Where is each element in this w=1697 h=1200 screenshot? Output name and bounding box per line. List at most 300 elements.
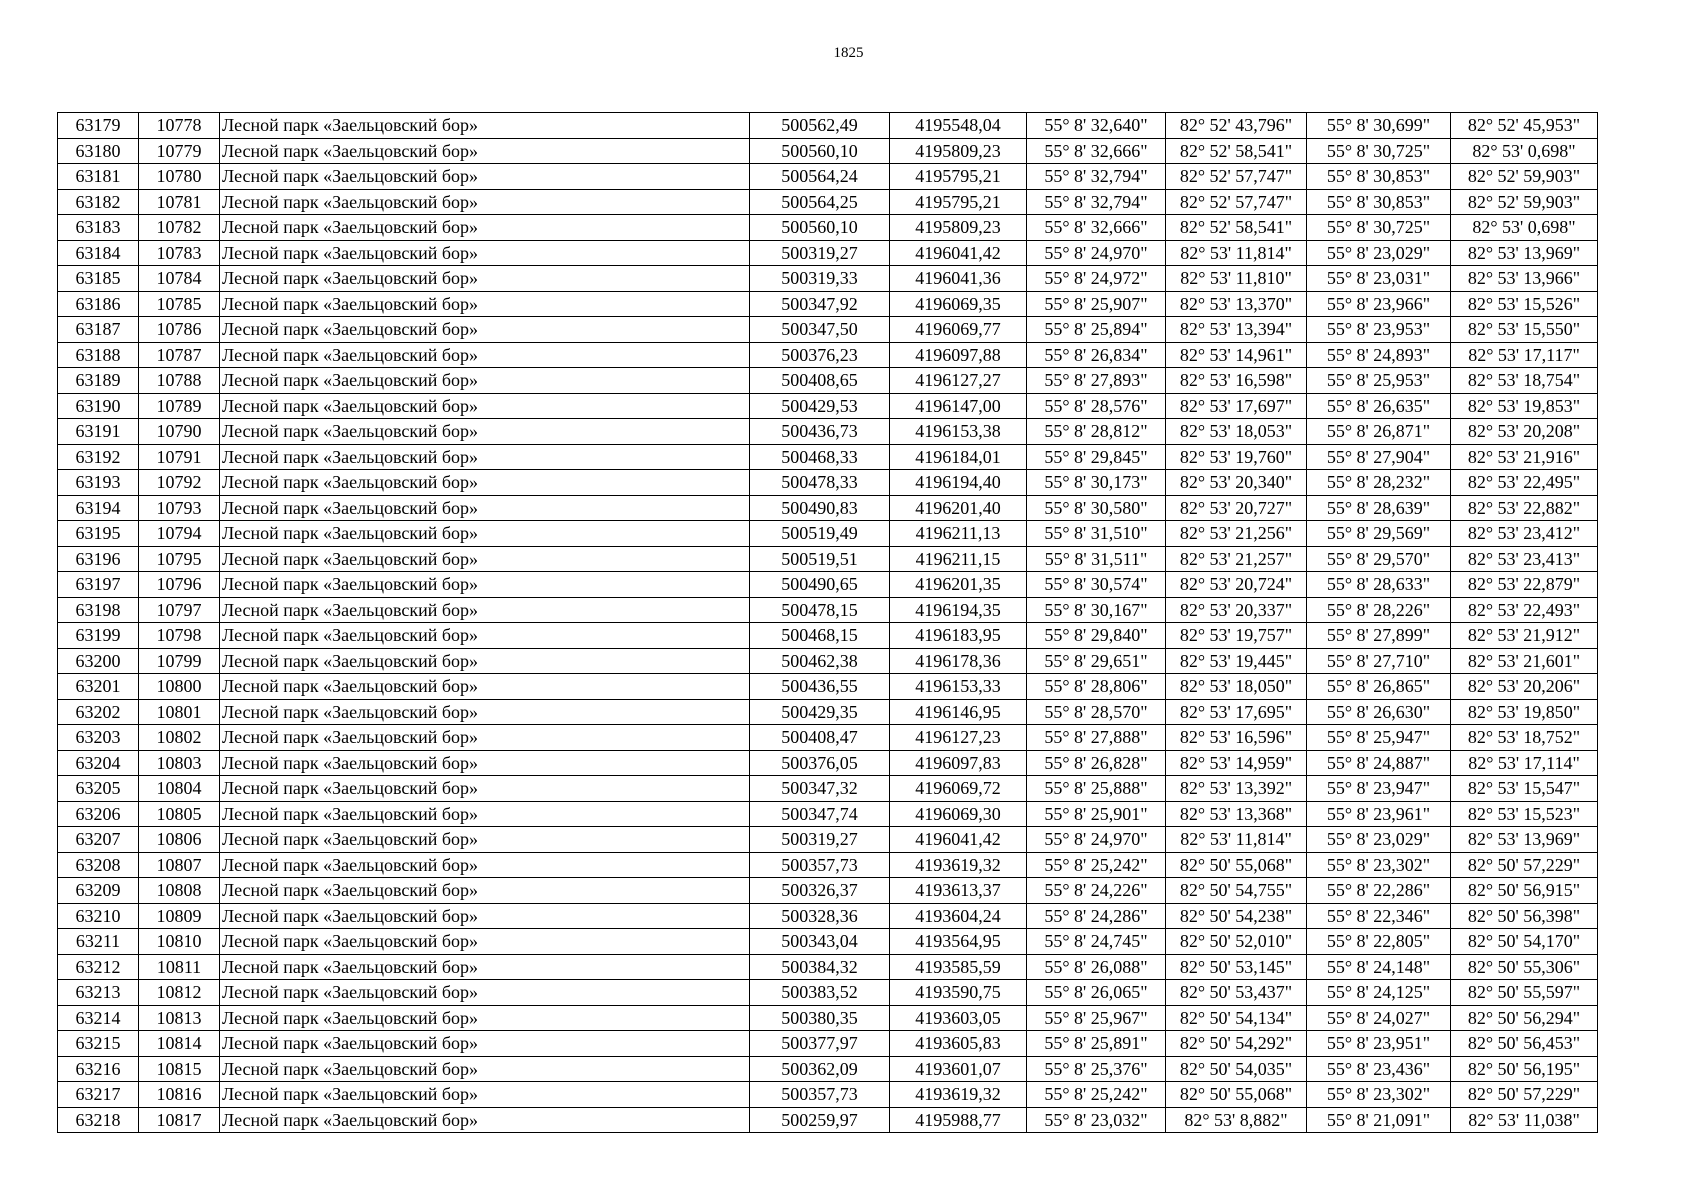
longitude-1-cell: 82° 53' 11,814" <box>1166 240 1307 266</box>
table-row <box>58 878 1598 904</box>
y-coordinate-cell: 4196041,36 <box>890 266 1027 292</box>
row-number-cell: 63192 <box>58 444 139 470</box>
x-coordinate-cell: 500564,24 <box>750 164 890 190</box>
longitude-1-cell: 82° 50' 53,145" <box>1166 954 1307 980</box>
row-number-cell: 63200 <box>58 648 139 674</box>
latitude-1-cell: 55° 8' 26,828" <box>1027 750 1166 776</box>
row-number-cell: 63206 <box>58 801 139 827</box>
point-number-cell: 10790 <box>139 419 220 445</box>
point-number-cell: 10781 <box>139 189 220 215</box>
longitude-1-cell: 82° 53' 19,445" <box>1166 648 1307 674</box>
row-number-cell: 63212 <box>58 954 139 980</box>
row-number-cell: 63189 <box>58 368 139 394</box>
y-coordinate-cell: 4193605,83 <box>890 1031 1027 1057</box>
latitude-2-cell: 55° 8' 26,635" <box>1307 393 1451 419</box>
latitude-1-cell: 55° 8' 32,640" <box>1027 113 1166 139</box>
object-name-cell: Лесной парк «Заельцовский бор» <box>220 291 750 317</box>
y-coordinate-cell: 4193590,75 <box>890 980 1027 1006</box>
object-name-cell: Лесной парк «Заельцовский бор» <box>220 572 750 598</box>
point-number-cell: 10788 <box>139 368 220 394</box>
table-row <box>58 674 1598 700</box>
x-coordinate-cell: 500408,65 <box>750 368 890 394</box>
table-row <box>58 699 1598 725</box>
point-number-cell: 10809 <box>139 903 220 929</box>
longitude-1-cell: 82° 53' 18,050" <box>1166 674 1307 700</box>
latitude-1-cell: 55° 8' 23,032" <box>1027 1107 1166 1133</box>
x-coordinate-cell: 500347,32 <box>750 776 890 802</box>
y-coordinate-cell: 4195809,23 <box>890 215 1027 241</box>
x-coordinate-cell: 500259,97 <box>750 1107 890 1133</box>
point-number-cell: 10779 <box>139 138 220 164</box>
latitude-2-cell: 55° 8' 22,805" <box>1307 929 1451 955</box>
latitude-2-cell: 55° 8' 25,947" <box>1307 725 1451 751</box>
longitude-1-cell: 82° 53' 20,340" <box>1166 470 1307 496</box>
y-coordinate-cell: 4193603,05 <box>890 1005 1027 1031</box>
y-coordinate-cell: 4196211,13 <box>890 521 1027 547</box>
point-number-cell: 10785 <box>139 291 220 317</box>
latitude-1-cell: 55° 8' 28,806" <box>1027 674 1166 700</box>
point-number-cell: 10800 <box>139 674 220 700</box>
point-number-cell: 10806 <box>139 827 220 853</box>
table-row <box>58 801 1598 827</box>
point-number-cell: 10801 <box>139 699 220 725</box>
point-number-cell: 10796 <box>139 572 220 598</box>
y-coordinate-cell: 4196201,40 <box>890 495 1027 521</box>
point-number-cell: 10794 <box>139 521 220 547</box>
object-name-cell: Лесной парк «Заельцовский бор» <box>220 878 750 904</box>
point-number-cell: 10792 <box>139 470 220 496</box>
object-name-cell: Лесной парк «Заельцовский бор» <box>220 138 750 164</box>
row-number-cell: 63186 <box>58 291 139 317</box>
x-coordinate-cell: 500357,73 <box>750 1082 890 1108</box>
row-number-cell: 63214 <box>58 1005 139 1031</box>
y-coordinate-cell: 4196069,77 <box>890 317 1027 343</box>
longitude-1-cell: 82° 52' 57,747" <box>1166 189 1307 215</box>
longitude-1-cell: 82° 53' 18,053" <box>1166 419 1307 445</box>
x-coordinate-cell: 500519,51 <box>750 546 890 572</box>
longitude-1-cell: 82° 53' 16,598" <box>1166 368 1307 394</box>
x-coordinate-cell: 500376,23 <box>750 342 890 368</box>
longitude-2-cell: 82° 53' 22,879" <box>1451 572 1598 598</box>
point-number-cell: 10807 <box>139 852 220 878</box>
row-number-cell: 63210 <box>58 903 139 929</box>
point-number-cell: 10784 <box>139 266 220 292</box>
latitude-1-cell: 55° 8' 26,834" <box>1027 342 1166 368</box>
latitude-2-cell: 55° 8' 26,871" <box>1307 419 1451 445</box>
latitude-1-cell: 55° 8' 29,840" <box>1027 623 1166 649</box>
point-number-cell: 10789 <box>139 393 220 419</box>
object-name-cell: Лесной парк «Заельцовский бор» <box>220 801 750 827</box>
latitude-2-cell: 55° 8' 24,148" <box>1307 954 1451 980</box>
object-name-cell: Лесной парк «Заельцовский бор» <box>220 215 750 241</box>
row-number-cell: 63211 <box>58 929 139 955</box>
longitude-2-cell: 82° 52' 59,903" <box>1451 189 1598 215</box>
point-number-cell: 10786 <box>139 317 220 343</box>
y-coordinate-cell: 4193604,24 <box>890 903 1027 929</box>
latitude-1-cell: 55° 8' 27,893" <box>1027 368 1166 394</box>
x-coordinate-cell: 500319,27 <box>750 827 890 853</box>
latitude-1-cell: 55° 8' 24,226" <box>1027 878 1166 904</box>
latitude-2-cell: 55° 8' 23,302" <box>1307 852 1451 878</box>
latitude-2-cell: 55° 8' 28,226" <box>1307 597 1451 623</box>
latitude-1-cell: 55° 8' 28,570" <box>1027 699 1166 725</box>
table-row <box>58 215 1598 241</box>
latitude-2-cell: 55° 8' 24,893" <box>1307 342 1451 368</box>
table-row <box>58 419 1598 445</box>
latitude-1-cell: 55° 8' 32,666" <box>1027 215 1166 241</box>
y-coordinate-cell: 4195548,04 <box>890 113 1027 139</box>
longitude-2-cell: 82° 53' 17,117" <box>1451 342 1598 368</box>
table-row <box>58 1082 1598 1108</box>
object-name-cell: Лесной парк «Заельцовский бор» <box>220 470 750 496</box>
point-number-cell: 10803 <box>139 750 220 776</box>
y-coordinate-cell: 4196097,83 <box>890 750 1027 776</box>
table-row <box>58 189 1598 215</box>
longitude-2-cell: 82° 53' 22,882" <box>1451 495 1598 521</box>
longitude-1-cell: 82° 53' 20,724" <box>1166 572 1307 598</box>
latitude-2-cell: 55° 8' 23,966" <box>1307 291 1451 317</box>
x-coordinate-cell: 500343,04 <box>750 929 890 955</box>
latitude-1-cell: 55° 8' 25,888" <box>1027 776 1166 802</box>
object-name-cell: Лесной парк «Заельцовский бор» <box>220 903 750 929</box>
y-coordinate-cell: 4196069,30 <box>890 801 1027 827</box>
x-coordinate-cell: 500468,33 <box>750 444 890 470</box>
point-number-cell: 10811 <box>139 954 220 980</box>
latitude-1-cell: 55° 8' 25,376" <box>1027 1056 1166 1082</box>
point-number-cell: 10813 <box>139 1005 220 1031</box>
x-coordinate-cell: 500319,27 <box>750 240 890 266</box>
y-coordinate-cell: 4196127,27 <box>890 368 1027 394</box>
latitude-2-cell: 55° 8' 28,639" <box>1307 495 1451 521</box>
x-coordinate-cell: 500462,38 <box>750 648 890 674</box>
longitude-1-cell: 82° 50' 54,755" <box>1166 878 1307 904</box>
x-coordinate-cell: 500490,83 <box>750 495 890 521</box>
longitude-1-cell: 82° 53' 19,760" <box>1166 444 1307 470</box>
latitude-2-cell: 55° 8' 23,302" <box>1307 1082 1451 1108</box>
table-row <box>58 929 1598 955</box>
longitude-1-cell: 82° 53' 14,959" <box>1166 750 1307 776</box>
y-coordinate-cell: 4193619,32 <box>890 852 1027 878</box>
object-name-cell: Лесной парк «Заельцовский бор» <box>220 266 750 292</box>
longitude-2-cell: 82° 53' 13,969" <box>1451 827 1598 853</box>
object-name-cell: Лесной парк «Заельцовский бор» <box>220 546 750 572</box>
row-number-cell: 63218 <box>58 1107 139 1133</box>
row-number-cell: 63181 <box>58 164 139 190</box>
latitude-1-cell: 55° 8' 24,745" <box>1027 929 1166 955</box>
longitude-1-cell: 82° 50' 53,437" <box>1166 980 1307 1006</box>
row-number-cell: 63209 <box>58 878 139 904</box>
row-number-cell: 63203 <box>58 725 139 751</box>
x-coordinate-cell: 500429,53 <box>750 393 890 419</box>
x-coordinate-cell: 500478,15 <box>750 597 890 623</box>
object-name-cell: Лесной парк «Заельцовский бор» <box>220 827 750 853</box>
latitude-2-cell: 55° 8' 26,630" <box>1307 699 1451 725</box>
object-name-cell: Лесной парк «Заельцовский бор» <box>220 1107 750 1133</box>
object-name-cell: Лесной парк «Заельцовский бор» <box>220 164 750 190</box>
latitude-1-cell: 55° 8' 25,242" <box>1027 1082 1166 1108</box>
latitude-2-cell: 55° 8' 23,953" <box>1307 317 1451 343</box>
table-row <box>58 1056 1598 1082</box>
latitude-1-cell: 55° 8' 24,970" <box>1027 827 1166 853</box>
table-row <box>58 597 1598 623</box>
point-number-cell: 10793 <box>139 495 220 521</box>
longitude-1-cell: 82° 53' 8,882" <box>1166 1107 1307 1133</box>
longitude-1-cell: 82° 53' 11,810" <box>1166 266 1307 292</box>
x-coordinate-cell: 500376,05 <box>750 750 890 776</box>
object-name-cell: Лесной парк «Заельцовский бор» <box>220 1005 750 1031</box>
table-row <box>58 1107 1598 1133</box>
longitude-2-cell: 82° 53' 20,206" <box>1451 674 1598 700</box>
point-number-cell: 10795 <box>139 546 220 572</box>
longitude-1-cell: 82° 50' 54,035" <box>1166 1056 1307 1082</box>
latitude-1-cell: 55° 8' 30,167" <box>1027 597 1166 623</box>
table-row <box>58 393 1598 419</box>
longitude-1-cell: 82° 50' 54,238" <box>1166 903 1307 929</box>
y-coordinate-cell: 4196147,00 <box>890 393 1027 419</box>
x-coordinate-cell: 500560,10 <box>750 215 890 241</box>
y-coordinate-cell: 4196211,15 <box>890 546 1027 572</box>
table-body <box>58 113 1598 1133</box>
row-number-cell: 63196 <box>58 546 139 572</box>
x-coordinate-cell: 500380,35 <box>750 1005 890 1031</box>
x-coordinate-cell: 500560,10 <box>750 138 890 164</box>
object-name-cell: Лесной парк «Заельцовский бор» <box>220 750 750 776</box>
object-name-cell: Лесной парк «Заельцовский бор» <box>220 189 750 215</box>
longitude-1-cell: 82° 52' 58,541" <box>1166 215 1307 241</box>
row-number-cell: 63213 <box>58 980 139 1006</box>
latitude-1-cell: 55° 8' 25,901" <box>1027 801 1166 827</box>
x-coordinate-cell: 500326,37 <box>750 878 890 904</box>
latitude-2-cell: 55° 8' 23,961" <box>1307 801 1451 827</box>
object-name-cell: Лесной парк «Заельцовский бор» <box>220 1031 750 1057</box>
longitude-1-cell: 82° 53' 20,727" <box>1166 495 1307 521</box>
longitude-2-cell: 82° 53' 23,413" <box>1451 546 1598 572</box>
latitude-1-cell: 55° 8' 25,242" <box>1027 852 1166 878</box>
row-number-cell: 63199 <box>58 623 139 649</box>
latitude-1-cell: 55° 8' 24,286" <box>1027 903 1166 929</box>
table-row <box>58 470 1598 496</box>
table-row <box>58 368 1598 394</box>
row-number-cell: 63183 <box>58 215 139 241</box>
object-name-cell: Лесной парк «Заельцовский бор» <box>220 852 750 878</box>
latitude-2-cell: 55° 8' 23,029" <box>1307 240 1451 266</box>
object-name-cell: Лесной парк «Заельцовский бор» <box>220 113 750 139</box>
latitude-2-cell: 55° 8' 27,904" <box>1307 444 1451 470</box>
point-number-cell: 10787 <box>139 342 220 368</box>
row-number-cell: 63198 <box>58 597 139 623</box>
longitude-2-cell: 82° 53' 13,969" <box>1451 240 1598 266</box>
longitude-1-cell: 82° 50' 54,134" <box>1166 1005 1307 1031</box>
latitude-2-cell: 55° 8' 29,570" <box>1307 546 1451 572</box>
object-name-cell: Лесной парк «Заельцовский бор» <box>220 419 750 445</box>
page-number: 1825 <box>833 45 864 61</box>
latitude-1-cell: 55° 8' 31,510" <box>1027 521 1166 547</box>
longitude-1-cell: 82° 52' 58,541" <box>1166 138 1307 164</box>
point-number-cell: 10812 <box>139 980 220 1006</box>
object-name-cell: Лесной парк «Заельцовский бор» <box>220 240 750 266</box>
row-number-cell: 63187 <box>58 317 139 343</box>
latitude-1-cell: 55° 8' 29,845" <box>1027 444 1166 470</box>
x-coordinate-cell: 500347,74 <box>750 801 890 827</box>
y-coordinate-cell: 4195795,21 <box>890 164 1027 190</box>
y-coordinate-cell: 4196194,40 <box>890 470 1027 496</box>
latitude-2-cell: 55° 8' 23,436" <box>1307 1056 1451 1082</box>
table-row <box>58 291 1598 317</box>
object-name-cell: Лесной парк «Заельцовский бор» <box>220 393 750 419</box>
point-number-cell: 10804 <box>139 776 220 802</box>
x-coordinate-cell: 500564,25 <box>750 189 890 215</box>
row-number-cell: 63180 <box>58 138 139 164</box>
longitude-1-cell: 82° 53' 19,757" <box>1166 623 1307 649</box>
longitude-2-cell: 82° 50' 56,195" <box>1451 1056 1598 1082</box>
table-row <box>58 648 1598 674</box>
y-coordinate-cell: 4193601,07 <box>890 1056 1027 1082</box>
y-coordinate-cell: 4195809,23 <box>890 138 1027 164</box>
row-number-cell: 63202 <box>58 699 139 725</box>
object-name-cell: Лесной парк «Заельцовский бор» <box>220 699 750 725</box>
table-row <box>58 113 1598 139</box>
longitude-2-cell: 82° 50' 56,915" <box>1451 878 1598 904</box>
longitude-2-cell: 82° 53' 11,038" <box>1451 1107 1598 1133</box>
latitude-1-cell: 55° 8' 32,794" <box>1027 189 1166 215</box>
latitude-2-cell: 55° 8' 28,633" <box>1307 572 1451 598</box>
longitude-1-cell: 82° 50' 54,292" <box>1166 1031 1307 1057</box>
row-number-cell: 63194 <box>58 495 139 521</box>
object-name-cell: Лесной парк «Заельцовский бор» <box>220 623 750 649</box>
longitude-1-cell: 82° 53' 13,370" <box>1166 291 1307 317</box>
longitude-1-cell: 82° 52' 57,747" <box>1166 164 1307 190</box>
object-name-cell: Лесной парк «Заельцовский бор» <box>220 1056 750 1082</box>
x-coordinate-cell: 500519,49 <box>750 521 890 547</box>
point-number-cell: 10808 <box>139 878 220 904</box>
row-number-cell: 63182 <box>58 189 139 215</box>
x-coordinate-cell: 500328,36 <box>750 903 890 929</box>
table-row <box>58 750 1598 776</box>
latitude-1-cell: 55° 8' 26,065" <box>1027 980 1166 1006</box>
latitude-2-cell: 55° 8' 22,346" <box>1307 903 1451 929</box>
latitude-1-cell: 55° 8' 25,907" <box>1027 291 1166 317</box>
longitude-2-cell: 82° 53' 21,912" <box>1451 623 1598 649</box>
longitude-2-cell: 82° 53' 22,493" <box>1451 597 1598 623</box>
longitude-2-cell: 82° 53' 18,752" <box>1451 725 1598 751</box>
longitude-2-cell: 82° 53' 19,850" <box>1451 699 1598 725</box>
longitude-2-cell: 82° 53' 21,601" <box>1451 648 1598 674</box>
row-number-cell: 63179 <box>58 113 139 139</box>
object-name-cell: Лесной парк «Заельцовский бор» <box>220 1082 750 1108</box>
point-number-cell: 10816 <box>139 1082 220 1108</box>
longitude-2-cell: 82° 50' 57,229" <box>1451 852 1598 878</box>
object-name-cell: Лесной парк «Заельцовский бор» <box>220 444 750 470</box>
longitude-2-cell: 82° 50' 56,398" <box>1451 903 1598 929</box>
x-coordinate-cell: 500347,92 <box>750 291 890 317</box>
latitude-1-cell: 55° 8' 24,972" <box>1027 266 1166 292</box>
table-row <box>58 164 1598 190</box>
y-coordinate-cell: 4195795,21 <box>890 189 1027 215</box>
x-coordinate-cell: 500347,50 <box>750 317 890 343</box>
latitude-2-cell: 55° 8' 27,710" <box>1307 648 1451 674</box>
point-number-cell: 10783 <box>139 240 220 266</box>
object-name-cell: Лесной парк «Заельцовский бор» <box>220 776 750 802</box>
latitude-2-cell: 55° 8' 30,699" <box>1307 113 1451 139</box>
object-name-cell: Лесной парк «Заельцовский бор» <box>220 674 750 700</box>
row-number-cell: 63184 <box>58 240 139 266</box>
point-number-cell: 10817 <box>139 1107 220 1133</box>
latitude-2-cell: 55° 8' 26,865" <box>1307 674 1451 700</box>
longitude-2-cell: 82° 52' 45,953" <box>1451 113 1598 139</box>
longitude-2-cell: 82° 53' 17,114" <box>1451 750 1598 776</box>
latitude-2-cell: 55° 8' 23,947" <box>1307 776 1451 802</box>
longitude-1-cell: 82° 53' 20,337" <box>1166 597 1307 623</box>
longitude-1-cell: 82° 53' 14,961" <box>1166 342 1307 368</box>
table-row <box>58 1005 1598 1031</box>
latitude-2-cell: 55° 8' 30,725" <box>1307 138 1451 164</box>
latitude-1-cell: 55° 8' 30,580" <box>1027 495 1166 521</box>
table-row <box>58 266 1598 292</box>
longitude-2-cell: 82° 53' 0,698" <box>1451 215 1598 241</box>
table-row <box>58 1031 1598 1057</box>
point-number-cell: 10810 <box>139 929 220 955</box>
longitude-2-cell: 82° 52' 59,903" <box>1451 164 1598 190</box>
x-coordinate-cell: 500384,32 <box>750 954 890 980</box>
longitude-2-cell: 82° 53' 15,550" <box>1451 317 1598 343</box>
latitude-1-cell: 55° 8' 24,970" <box>1027 240 1166 266</box>
latitude-1-cell: 55° 8' 31,511" <box>1027 546 1166 572</box>
x-coordinate-cell: 500468,15 <box>750 623 890 649</box>
y-coordinate-cell: 4196146,95 <box>890 699 1027 725</box>
x-coordinate-cell: 500383,52 <box>750 980 890 1006</box>
object-name-cell: Лесной парк «Заельцовский бор» <box>220 317 750 343</box>
longitude-1-cell: 82° 52' 43,796" <box>1166 113 1307 139</box>
longitude-2-cell: 82° 53' 22,495" <box>1451 470 1598 496</box>
latitude-1-cell: 55° 8' 25,894" <box>1027 317 1166 343</box>
longitude-2-cell: 82° 50' 57,229" <box>1451 1082 1598 1108</box>
latitude-2-cell: 55° 8' 24,887" <box>1307 750 1451 776</box>
row-number-cell: 63188 <box>58 342 139 368</box>
table-row <box>58 827 1598 853</box>
y-coordinate-cell: 4196069,35 <box>890 291 1027 317</box>
latitude-1-cell: 55° 8' 25,967" <box>1027 1005 1166 1031</box>
longitude-1-cell: 82° 53' 16,596" <box>1166 725 1307 751</box>
latitude-1-cell: 55° 8' 32,666" <box>1027 138 1166 164</box>
object-name-cell: Лесной парк «Заельцовский бор» <box>220 597 750 623</box>
longitude-1-cell: 82° 53' 13,368" <box>1166 801 1307 827</box>
table-row <box>58 342 1598 368</box>
point-number-cell: 10778 <box>139 113 220 139</box>
y-coordinate-cell: 4196041,42 <box>890 240 1027 266</box>
table-row <box>58 776 1598 802</box>
point-number-cell: 10782 <box>139 215 220 241</box>
row-number-cell: 63201 <box>58 674 139 700</box>
longitude-1-cell: 82° 53' 21,256" <box>1166 521 1307 547</box>
y-coordinate-cell: 4193585,59 <box>890 954 1027 980</box>
longitude-2-cell: 82° 53' 21,916" <box>1451 444 1598 470</box>
longitude-1-cell: 82° 50' 55,068" <box>1166 1082 1307 1108</box>
latitude-1-cell: 55° 8' 28,576" <box>1027 393 1166 419</box>
latitude-2-cell: 55° 8' 24,125" <box>1307 980 1451 1006</box>
point-number-cell: 10798 <box>139 623 220 649</box>
y-coordinate-cell: 4196127,23 <box>890 725 1027 751</box>
longitude-2-cell: 82° 53' 15,526" <box>1451 291 1598 317</box>
x-coordinate-cell: 500478,33 <box>750 470 890 496</box>
longitude-1-cell: 82° 50' 52,010" <box>1166 929 1307 955</box>
latitude-2-cell: 55° 8' 22,286" <box>1307 878 1451 904</box>
table-row <box>58 572 1598 598</box>
table-row <box>58 495 1598 521</box>
point-number-cell: 10799 <box>139 648 220 674</box>
y-coordinate-cell: 4196153,33 <box>890 674 1027 700</box>
table-row <box>58 546 1598 572</box>
point-number-cell: 10802 <box>139 725 220 751</box>
